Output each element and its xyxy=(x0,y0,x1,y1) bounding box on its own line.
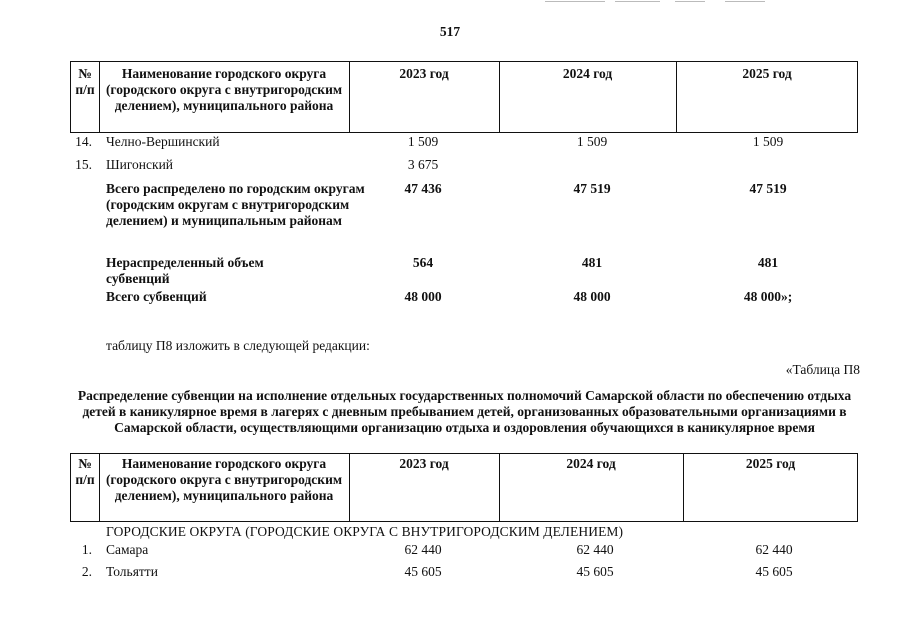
header-num: № п/п xyxy=(75,66,95,97)
header-2025: 2025 год xyxy=(745,456,796,471)
row-name: Тольятти xyxy=(106,564,158,579)
header-2023: 2023 год xyxy=(399,456,449,471)
total-name: Всего субвенций xyxy=(106,289,207,304)
row-number: 1. xyxy=(81,542,92,557)
row-value-2025: 1 509 xyxy=(752,134,784,149)
page-number: 517 xyxy=(439,24,461,39)
section-heading: ГОРОДСКИЕ ОКРУГА (ГОРОДСКИЕ ОКРУГА С ВНУТРИГОРОДСКИМ ДЕЛЕНИЕМ) xyxy=(106,524,624,539)
table-label: «Таблица П8 xyxy=(785,362,860,377)
table1-header xyxy=(70,61,858,133)
total-value-2024: 48 000 xyxy=(573,289,611,304)
row-value-2024: 45 605 xyxy=(576,564,614,579)
row-value-2025: 45 605 xyxy=(755,564,793,579)
total-value-2024: 47 519 xyxy=(573,181,611,196)
header-2025: 2025 год xyxy=(742,66,792,81)
header-2023: 2023 год xyxy=(399,66,449,81)
total-value-2024: 481 xyxy=(581,255,603,270)
row-number: 14. xyxy=(75,134,92,149)
row-name: Самара xyxy=(106,542,149,557)
table2-title: Распределение субвенции на исполнение отдельных государственных полномочий Самарской области по обеспечению отдыха детей в каникулярное время в лагерях с дневным пребыванием детей, организованных образовательными организациями в Самарской области, осуществляющими организацию отдыха и оздоровления обучающихся в каникулярное время xyxy=(77,388,852,435)
row-name: Челно-Вершинский xyxy=(106,134,220,149)
total-value-2023: 47 436 xyxy=(404,181,442,196)
header-num: № п/п xyxy=(75,456,95,487)
header-name: Наименование городского округа (городского округа с внутригородским делением), муниципального района xyxy=(105,456,343,503)
table2-header xyxy=(70,453,858,522)
instruction-text: таблицу П8 изложить в следующей редакции: xyxy=(106,338,370,353)
row-number: 2. xyxy=(81,564,92,579)
total-value-2023: 564 xyxy=(412,255,434,270)
scan-artifact xyxy=(725,1,765,2)
scan-artifact xyxy=(545,1,605,2)
row-number: 15. xyxy=(75,157,92,172)
row-value-2024: 62 440 xyxy=(576,542,614,557)
total-value-2023: 48 000 xyxy=(404,289,442,304)
row-value-2023: 45 605 xyxy=(404,564,442,579)
total-value-2025: 47 519 xyxy=(749,181,787,196)
header-2024: 2024 год xyxy=(562,66,613,81)
total-name: Нераспределенный объем субвенций xyxy=(106,255,264,286)
scan-artifact xyxy=(675,1,705,2)
header-name: Наименование городского округа (городского округа с внутригородским делением), муниципального района xyxy=(105,66,343,113)
total-name: Всего распределено по городским округам (городским округам с внутригородским делением) и муниципальным районам xyxy=(106,181,365,228)
row-value-2025: 62 440 xyxy=(755,542,793,557)
total-value-2025: 481 xyxy=(757,255,779,270)
scan-artifact xyxy=(615,1,660,2)
row-value-2023: 1 509 xyxy=(407,134,439,149)
row-value-2023: 3 675 xyxy=(407,157,439,172)
total-value-2025: 48 000»; xyxy=(743,289,793,304)
header-2024: 2024 год xyxy=(566,456,616,471)
row-value-2024: 1 509 xyxy=(576,134,608,149)
row-name: Шигонский xyxy=(106,157,174,172)
row-value-2023: 62 440 xyxy=(404,542,442,557)
